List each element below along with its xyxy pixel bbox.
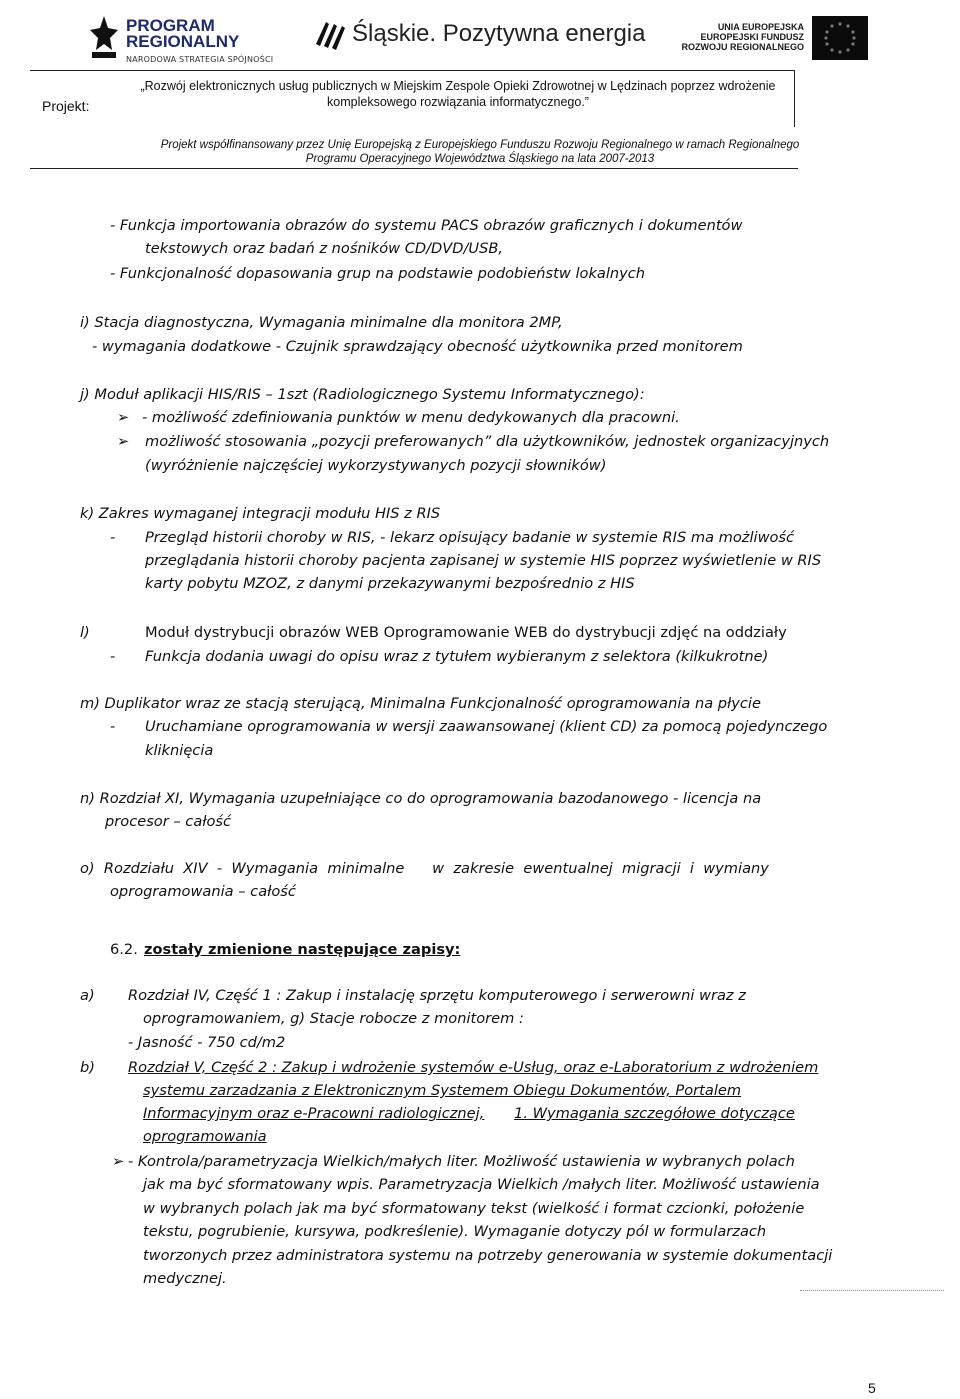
text-line: Rozdział V, Część 2 : Zakup i wdrożenie systemów e-Usług, oraz e-Laboratorium z wdrożeniem xyxy=(128,1059,819,1076)
text-line: karty pobytu MZOZ, z danymi przekazywanymi bezpośrednio z HIS xyxy=(145,575,635,592)
list-marker-b: b) xyxy=(80,1059,95,1076)
dash: - xyxy=(110,648,116,665)
text-line: Informacyjnym oraz e-Pracowni radiologicznej, xyxy=(143,1105,485,1122)
section-heading-changes: zostały zmienione następujące zapisy: xyxy=(144,941,461,958)
section-heading-i: i) Stacja diagnostyczna, Wymagania minimalne dla monitora 2MP, xyxy=(80,314,563,331)
text-line: Funkcja dodania uwagi do opisu wraz z tytułem wybieranym z selektora (kilkukrotne) xyxy=(145,648,769,665)
text-line: jak ma być sformatowany wpis. Parametryzacja Wielkich /małych liter. Możliwość ustawienia xyxy=(143,1176,820,1193)
text-line: tekstowych oraz badań z nośników CD/DVD/USB, xyxy=(145,240,504,257)
bullet-arrow-icon: ➢ xyxy=(112,1153,125,1170)
text-line: Rozdział IV, Część 1 : Zakup i instalację sprzętu komputerowego i serwerowni wraz z xyxy=(128,987,746,1004)
slaskie-slogan: Śląskie. Pozytywna energia xyxy=(352,20,646,47)
bullet-arrow-icon: ➢ xyxy=(117,409,130,426)
ue-text-block: UNIA EUROPEJSKA EUROPEJSKI FUNDUSZ ROZWOJU REGIONALNEGO xyxy=(681,22,804,52)
program-regionalny-logo-icon xyxy=(88,14,120,60)
projekt-title: „Rozwój elektronicznych usług publicznych w Miejskim Zespole Opieki Zdrowotnej w Lędzinach poprzez wdrożenie kompleksowego rozwiązania informatycznego.” xyxy=(140,79,776,109)
text-line: - Kontrola/parametryzacja Wielkich/małych liter. Możliwość ustawienia w wybranych polach xyxy=(128,1153,795,1170)
slaskie-logo-icon xyxy=(312,18,348,50)
text-line: - wymagania dodatkowe - Czujnik sprawdzający obecność użytkownika przed monitorem xyxy=(92,338,743,355)
text-line: oprogramowania – całość xyxy=(110,883,296,900)
text-line: tworzonych przez administratora systemu na potrzeby generowania w systemie dokumentacji xyxy=(143,1247,833,1264)
text-line: Uruchamiane oprogramowania w wersji zaawansowanej (klient CD) za pomocą pojedynczego xyxy=(145,718,828,735)
list-marker-a: a) xyxy=(80,987,95,1004)
dash: - xyxy=(110,718,116,735)
text-line: oprogramowania xyxy=(143,1128,267,1145)
section-number: 6.2. xyxy=(110,941,138,958)
page-number: 5 xyxy=(868,1380,876,1396)
section-heading-m: m) Duplikator wraz ze stacją sterującą, Minimalna Funkcjonalność oprogramowania na płycie xyxy=(80,695,761,712)
text-line: - Funkcja importowania obrazów do systemu PACS obrazów graficznych i dokumentów xyxy=(110,217,743,234)
section-heading-j: j) Moduł aplikacji HIS/RIS – 1szt (Radiologicznego Systemu Informatycznego): xyxy=(80,386,645,403)
text-line: oprogramowaniem, g) Stacje robocze z monitorem : xyxy=(143,1010,524,1027)
projekt-label: Projekt: xyxy=(42,98,90,114)
text-line: 1. Wymagania szczegółowe dotyczące xyxy=(514,1105,795,1122)
financing-note: Projekt współfinansowany przez Unię Europejską z Europejskiego Funduszu Rozwoju Regionalnego w ramach Regionalnego Programu Operacyjnego Województwa Śląskiego na lata 2007-2013 xyxy=(160,139,800,165)
text-line: możliwość stosowania „pozycji preferowanych” dla użytkowników, jednostek organizacyjnych xyxy=(145,433,830,450)
section-heading-k: k) Zakres wymaganej integracji modułu HIS z RIS xyxy=(80,505,441,522)
dash: - xyxy=(110,529,116,546)
text-line: kliknięcia xyxy=(145,742,214,759)
text-line: (wyróżnienie najczęściej wykorzystywanych pozycji słowników) xyxy=(145,457,607,474)
header-divider xyxy=(30,168,798,169)
bullet-arrow-icon: ➢ xyxy=(117,433,130,450)
program-regionalny-title: PROGRAM REGIONALNY xyxy=(126,16,240,51)
footer-rule xyxy=(800,1290,944,1291)
eu-flag-icon xyxy=(812,16,868,60)
text-line: Przegląd historii choroby w RIS, - lekarz opisujący badanie w systemie RIS ma możliwość xyxy=(145,529,795,546)
section-marker-l: l) xyxy=(80,624,90,641)
text-line: procesor – całość xyxy=(105,813,232,830)
text-line: - Jasność - 750 cd/m2 xyxy=(128,1034,286,1051)
text-line: - możliwość zdefiniowania punktów w menu dedykowanych dla pracowni. xyxy=(142,409,680,426)
text-line: przeglądania historii choroby pacjenta zapisanej w systemie HIS poprzez wyświetlenie w RIS xyxy=(145,552,822,569)
text-line: - Funkcjonalność dopasowania grup na podstawie podobieństw lokalnych xyxy=(110,265,646,282)
text-line: medycznej. xyxy=(143,1270,227,1287)
section-heading-o: o) Rozdziału XIV - Wymagania minimalne w zakresie ewentualnej migracji i wymiany xyxy=(80,860,769,877)
text-line: w wybranych polach jak ma być sformatowany tekst (wielkość i format czcionki, położenie xyxy=(143,1200,805,1217)
text-line: systemu zarzadzania z Elektronicznym Systemem Obiegu Dokumentów, Portalem xyxy=(143,1082,742,1099)
program-regionalny-subtitle: NARODOWA STRATEGIA SPÓJNOŚCI xyxy=(126,55,274,64)
section-heading-l: Moduł dystrybucji obrazów WEB Oprogramowanie WEB do dystrybucji zdjęć na oddziały xyxy=(145,624,787,641)
section-heading-n: n) Rozdział XI, Wymagania uzupełniające co do oprogramowania bazodanowego - licencja na xyxy=(80,790,762,807)
text-line: tekstu, pogrubienie, kursywa, podkreślenie). Wymaganie dotyczy pól w formularzach xyxy=(143,1223,767,1240)
